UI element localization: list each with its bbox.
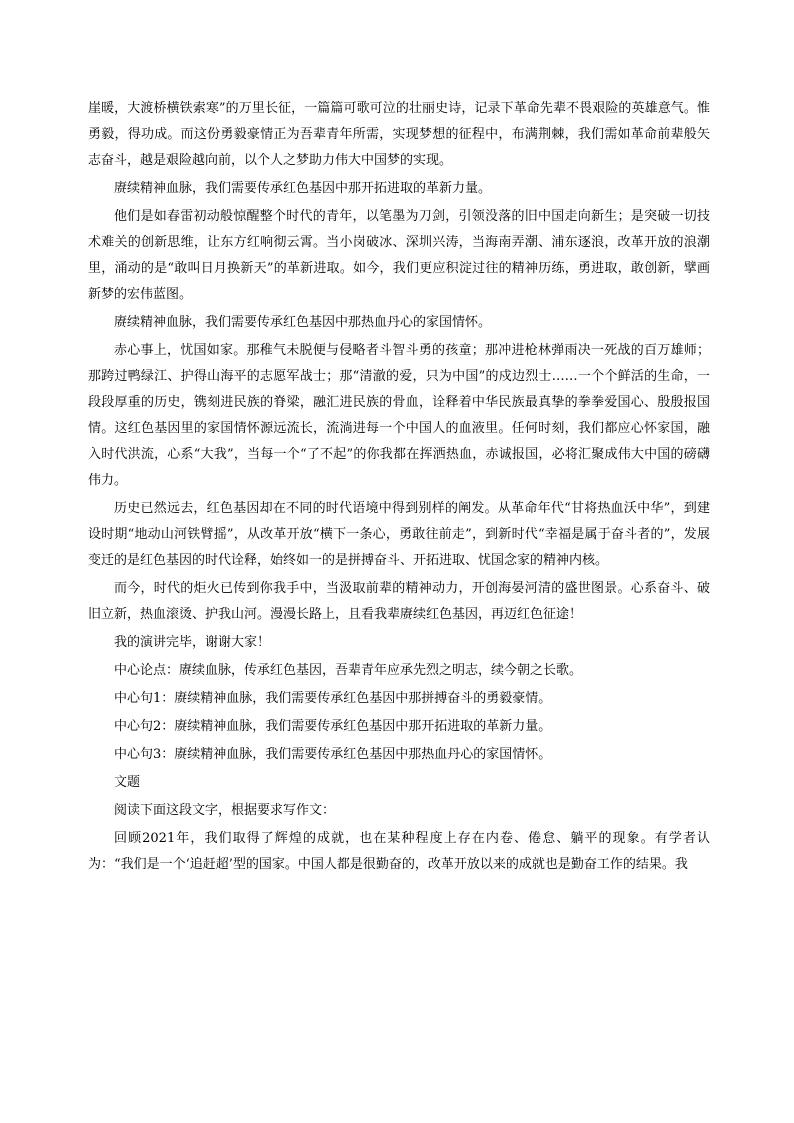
paragraph-body: 赤心事上，忧国如家。那稚气未脱便与侵略者斗智斗勇的孩童；那冲进枪林弹雨决一死战的百万雄师；那跨过鸭绿江、护得山海平的志愿军战士；那“清澈的爱，只为中国”的戍边烈士……一个个鲜活的生命，一段段厚重的历史，镌刻进民族的脊梁，融汇进民族的骨血，诠释着中华民族最真挚的拳拳爱国心、殷殷报国情。这红色基因里的家国情怀源远流长，流淌进每一个中国人的血液里。任何时刻，我们都应心怀家国，融入时代洪流，心系“大我”，当每一个“了不起”的你我都在挥洒热血，赤诚报国，必将汇聚成伟大中国的磅礴伟力。 <box>88 343 710 488</box>
paragraph-body: 历史已然远去，红色基因却在不同的时代语境中得到别样的阐发。从革命年代“甘将热血沃中华”，到建设时期“地动山河铁臂摇”，从改革开放“横下一条心，勇敢往前走”，到新时代“幸福是属于奋斗者的”，发展变迁的是红色基因的时代诠释，始终如一的是拼搏奋斗、开拓进取、忧国念家的精神内核。 <box>88 501 710 568</box>
central-sentence-2: 中心句2：赓续精神血脉，我们需要传承红色基因中那开拓进取的革新力量。 <box>114 719 552 734</box>
document-page <box>88 96 710 880</box>
paragraph-closing: 我的演讲完毕，谢谢大家！ <box>114 635 271 650</box>
central-sentence-1: 中心句1：赓续精神血脉，我们需要传承红色基因中那拼搏奋斗的勇毅豪情。 <box>114 691 552 706</box>
prompt-material: 回顾2021年，我们取得了辉煌的成就，也在某种程度上存在内卷、倦怠、躺平的现象。有学者认为：“我们是一个‘追赶超’型的国家。中国人都是很勤奋的，改革开放以来的成就也是勤奋工作的结果。我 <box>88 831 710 872</box>
paragraph-body: 而今，时代的炬火已传到你我手中，当汲取前辈的精神动力，开创海晏河清的盛世图景。心系奋斗、破旧立新，热血滚烫、护我山河。漫漫长路上，且看我辈赓续红色基因，再迈红色征途！ <box>88 581 710 622</box>
section-title: 文题 <box>114 775 141 790</box>
prompt-instruction: 阅读下面这段文字，根据要求写作文： <box>114 803 336 818</box>
central-thesis: 中心论点：赓续血脉，传承红色基因，吾辈青年应承先烈之明志，续今朝之长歌。 <box>114 663 583 678</box>
paragraph-subpoint-3: 赓续精神血脉，我们需要传承红色基因中那热血丹心的家国情怀。 <box>114 315 492 330</box>
central-sentence-3: 中心句3：赓续精神血脉，我们需要传承红色基因中那热血丹心的家国情怀。 <box>114 747 552 762</box>
paragraph-body: 他们是如春雷初动般惊醒整个时代的青年，以笔墨为刀剑，引领没落的旧中国走向新生；是突破一切技术难关的创新思维，让东方红响彻云霄。当小岗破冰、深圳兴涛，当海南弄潮、浦东逐浪，改革开放的浪潮里，涌动的是“敢叫日月换新天”的革新进取。如今，我们更应积淀过往的精神历练，勇进取，敢创新，擘画新梦的宏伟蓝图。 <box>88 209 710 302</box>
paragraph-continued: 崖暖，大渡桥横铁索寒”的万里长征，一篇篇可歌可泣的壮丽史诗，记录下革命先辈不畏艰险的英雄意气。惟勇毅，得功成。而这份勇毅豪情正为吾辈青年所需，实现梦想的征程中，布满荆棘，我们需如革命前辈般矢志奋斗，越是艰险越向前，以个人之梦助力伟大中国梦的实现。 <box>88 101 710 168</box>
paragraph-subpoint-2: 赓续精神血脉，我们需要传承红色基因中那开拓进取的革新力量。 <box>114 181 492 196</box>
